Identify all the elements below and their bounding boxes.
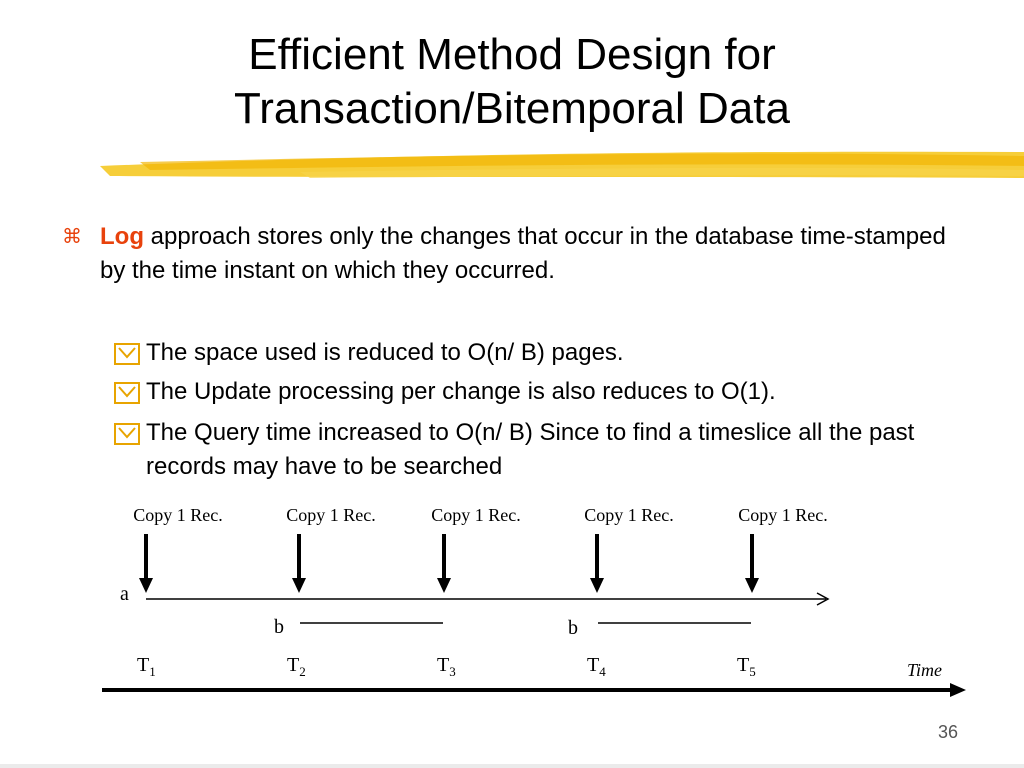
checkbox-icon bbox=[114, 423, 140, 445]
main-bullet-body: approach stores only the changes that occur in the database time-stamped by the time instant on which they occurred. bbox=[100, 223, 946, 284]
slide-title-line2: Transaction/Bitemporal Data bbox=[234, 84, 790, 133]
sub-bullet-text: The space used is reduced to O(n/ B) pages. bbox=[146, 339, 624, 366]
time-label-t2: $T_2$ bbox=[287, 654, 306, 679]
copy-label: Copy 1 Rec. bbox=[133, 505, 223, 525]
record-a-line bbox=[146, 593, 828, 605]
copy-arrows bbox=[139, 534, 759, 593]
timeline-diagram bbox=[0, 490, 1024, 720]
time-label-t4: $T_4$ bbox=[587, 654, 606, 679]
copy-label: Copy 1 Rec. bbox=[738, 505, 828, 525]
time-labels bbox=[137, 654, 756, 679]
checkbox-icon bbox=[114, 343, 140, 365]
time-label-t1: $T_1$ bbox=[137, 654, 156, 679]
copy-label: Copy 1 Rec. bbox=[286, 505, 376, 525]
keyword-log: Log bbox=[100, 223, 144, 250]
sub-bullet-update bbox=[114, 375, 974, 409]
main-bullet bbox=[62, 220, 962, 288]
checkbox-icon bbox=[114, 382, 140, 404]
main-bullet-text bbox=[100, 220, 962, 288]
time-axis-label: Time bbox=[907, 660, 943, 680]
sub-bullet-text: The Update processing per change is also reduces to O(1). bbox=[146, 378, 776, 405]
record-b-label: b bbox=[568, 617, 578, 639]
record-a-label: a bbox=[120, 583, 129, 605]
record-b-label: b bbox=[274, 616, 284, 638]
time-label-t5: $T_5$ bbox=[737, 654, 756, 679]
footer-band bbox=[0, 764, 1024, 768]
sub-bullet-space bbox=[114, 336, 974, 370]
sub-bullet-query bbox=[114, 416, 974, 484]
time-axis bbox=[102, 683, 966, 697]
slide-title bbox=[0, 28, 1024, 136]
time-label-t3: $T_3$ bbox=[437, 654, 456, 679]
copy-label: Copy 1 Rec. bbox=[431, 505, 521, 525]
sub-bullet-text: The Query time increased to O(n/ B) Since to find a timeslice all the past records may have to be searched bbox=[146, 419, 915, 480]
command-key-icon: ⌘ bbox=[62, 226, 82, 248]
slide-title-line1: Efficient Method Design for bbox=[248, 30, 776, 79]
copy-label: Copy 1 Rec. bbox=[584, 505, 674, 525]
page-number: 36 bbox=[937, 722, 958, 742]
